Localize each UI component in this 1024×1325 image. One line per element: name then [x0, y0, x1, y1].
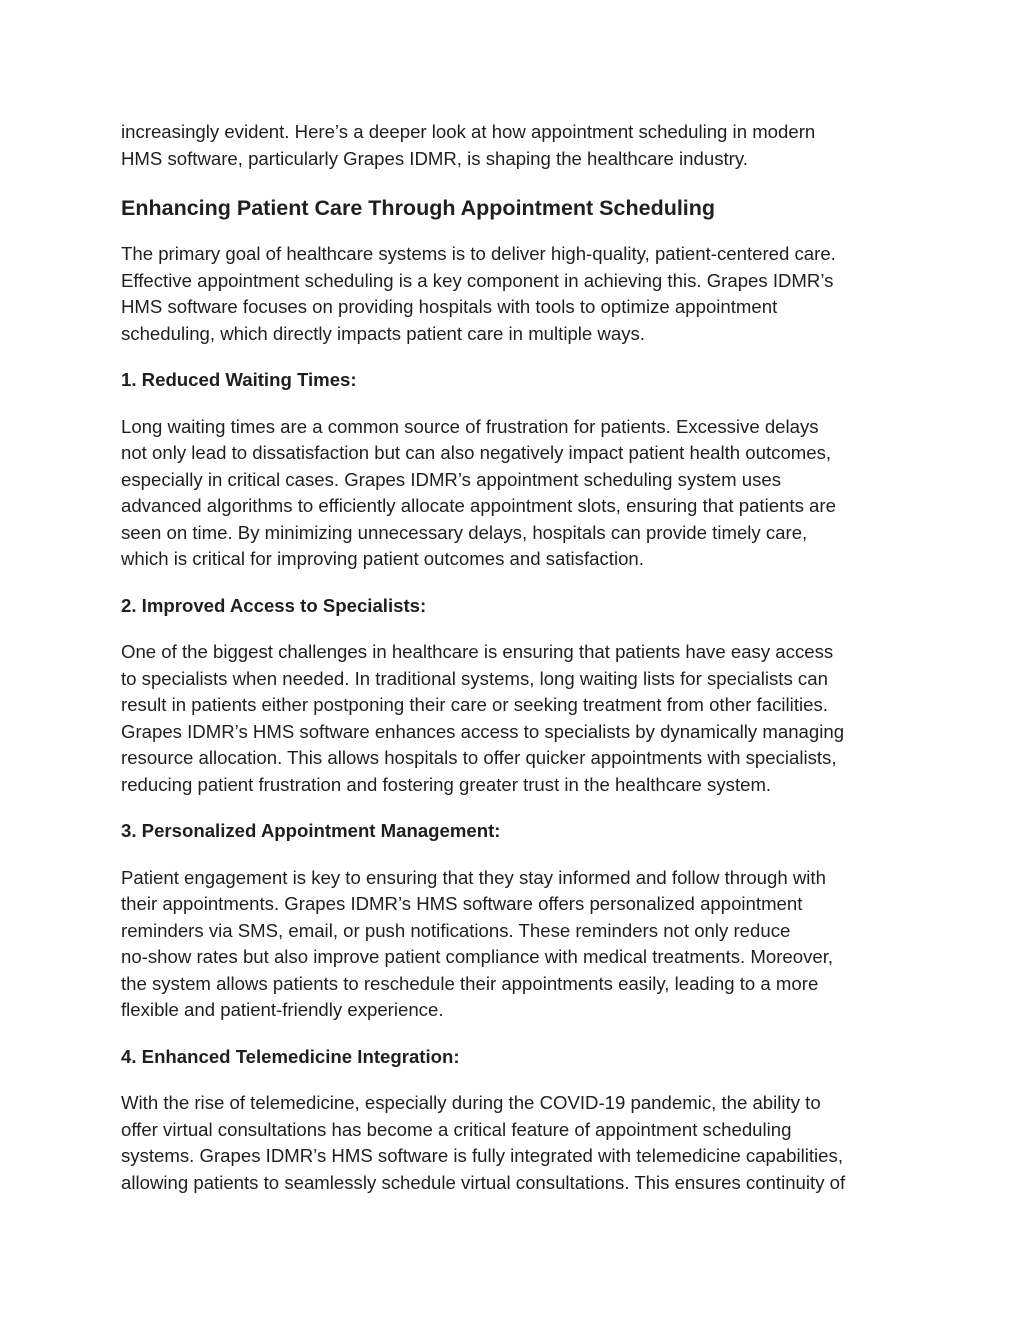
subheading-telemedicine: 4. Enhanced Telemedicine Integration:	[121, 1045, 460, 1067]
overview-paragraph: The primary goal of healthcare systems is to deliver high-quality, patient-centered care. Effective appointment scheduling is a key component in achieving this. Grapes IDMR’s HMS software focuses on providing hospitals with tools to optimize appointment scheduling, which directly impacts patient care in multiple ways.	[121, 243, 836, 344]
paragraph-telemedicine: With the rise of telemedicine, especially during the COVID-19 pandemic, the ability to offer virtual consultations has become a critical feature of appointment scheduling systems. Grapes IDMR’s HMS software is fully integrated with telemedicine capabilities, allowing patients to seamlessly schedule virtual consultations. This ensures continuity of	[121, 1092, 846, 1193]
paragraph-improved-access: One of the biggest challenges in healthcare is ensuring that patients have easy access to specialists when needed. In traditional systems, long waiting lists for specialists can result in patients either postponing their care or seeking treatment from other facilities. Grapes IDMR’s HMS software enhances access to specialists by dynamically managing resource allocation. This allows hospitals to offer quicker appointments with specialists, reducing patient frustration and fostering greater trust in the healthcare system.	[121, 641, 845, 795]
paragraph-reduced-waiting-times: Long waiting times are a common source of frustration for patients. Excessive delays not only lead to dissatisfaction but can also negatively impact patient health outcomes, especially in critical cases. Grapes IDMR’s appointment scheduling system uses advanced algorithms to efficiently allocate appointment slots, ensuring that patients are seen on time. By minimizing unnecessary delays, hospitals can provide timely care, which is critical for improving patient outcomes and satisfaction.	[121, 415, 836, 569]
paragraph-personalized-management: Patient engagement is key to ensuring that they stay informed and follow through with their appointments. Grapes IDMR’s HMS software offers personalized appointment reminders via SMS, email, or push notifications. These reminders not only reduce no-show rates but also improve patient compliance with medical treatments. Moreover, the system allows patients to reschedule their appointments easily, leading to a more flexible and patient-friendly experience.	[121, 866, 834, 1020]
subheading-reduced-waiting-times: 1. Reduced Waiting Times:	[121, 369, 357, 390]
document-page	[121, 119, 921, 1196]
section-heading: Enhancing Patient Care Through Appointment Scheduling	[121, 196, 716, 220]
subheading-improved-access: 2. Improved Access to Specialists:	[121, 594, 427, 616]
subheading-personalized-management: 3. Personalized Appointment Management:	[121, 820, 501, 841]
intro-paragraph: increasingly evident. Here’s a deeper look at how appointment scheduling in modern HMS software, particularly Grapes IDMR, is shaping the healthcare industry.	[121, 121, 816, 169]
